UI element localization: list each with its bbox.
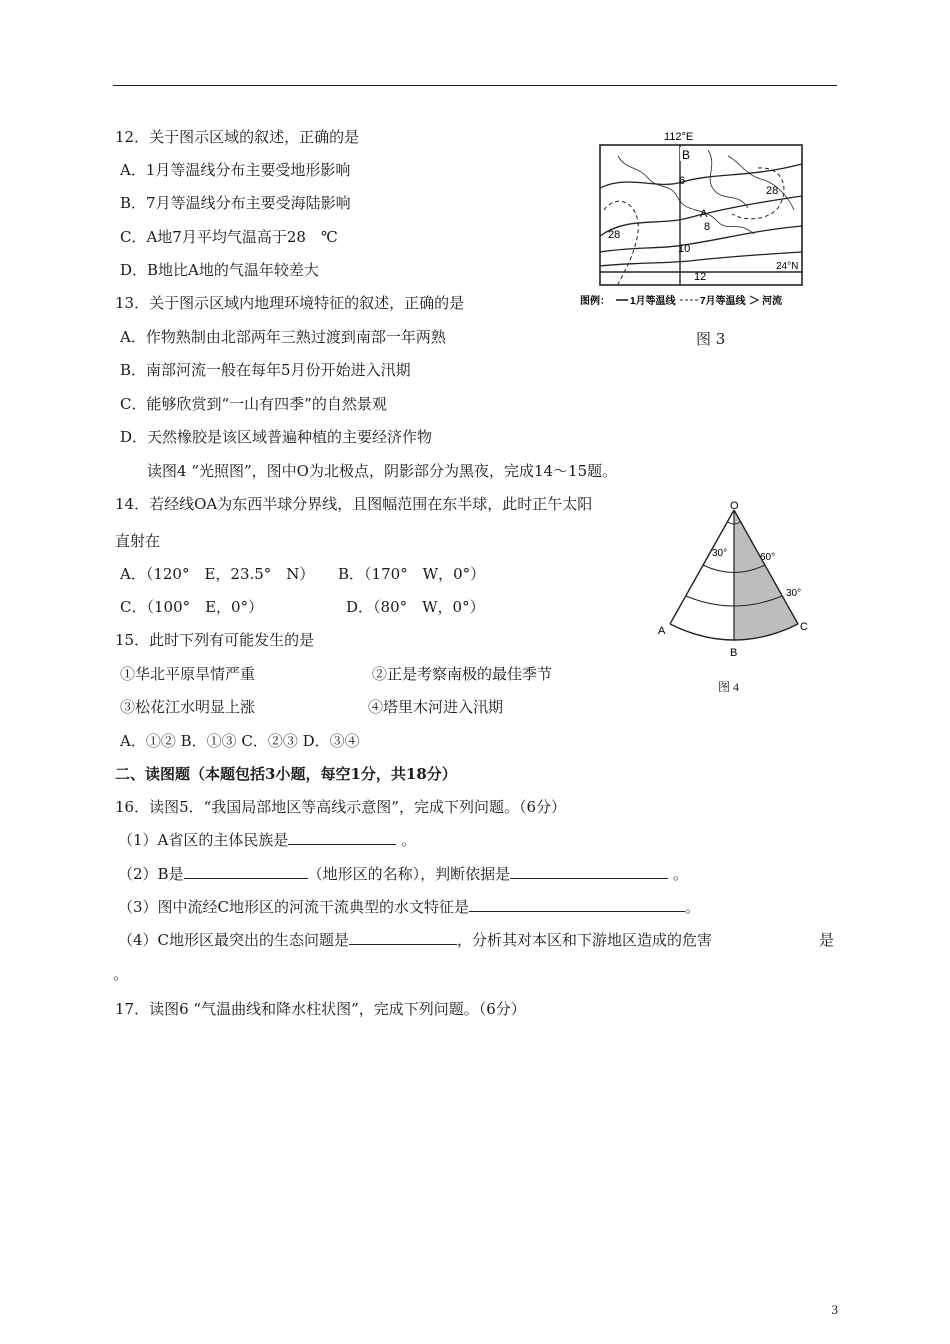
- answer-blank-3[interactable]: [510, 864, 668, 879]
- q13-stem: 13．关于图示区域内地理环境特征的叙述，正确的是: [115, 294, 465, 312]
- fig3-iso-10: 10: [678, 243, 691, 255]
- q14-stem-1: 14．若经线OA为东西半球分界线，且图幅范围在东半球，此时正午太阳: [115, 495, 593, 513]
- q16-part2-end: 。: [668, 865, 688, 883]
- fig3-jan-isotherm-10: [600, 226, 802, 252]
- fig3-iso-12: 12: [694, 271, 707, 283]
- fig4-label-o: O: [730, 500, 739, 512]
- fig3-iso-28-west: 28: [608, 229, 621, 241]
- fig3-legend-jul: 7月等温线: [700, 296, 746, 307]
- fig3-iso-8: 8: [704, 221, 711, 233]
- q12-option-c: C．A地7月平均气温高于28 ℃: [120, 228, 338, 246]
- q14-option-d: D．（80° W，0°）: [346, 598, 485, 616]
- answer-blank-2[interactable]: [184, 864, 308, 879]
- q12-option-d: D．B地比A地的气温年较差大: [120, 261, 319, 279]
- figure-3-isotherm-map: [578, 126, 818, 316]
- answer-blank-5[interactable]: [349, 930, 457, 945]
- q14-option-c: C．（100° E，0°）: [120, 598, 264, 616]
- fig4-label-a: A: [658, 625, 666, 637]
- q14-option-a: A．（120° E，23.5° N）: [120, 565, 315, 583]
- fig3-legend-river: 河流: [762, 296, 782, 307]
- q12-option-b: B．7月等温线分布主要受海陆影响: [120, 194, 351, 212]
- q13-option-c: C．能够欣赏到“一山有四季”的自然景观: [120, 395, 387, 413]
- fig4-lat-60: 60°: [760, 552, 776, 563]
- q16-part4-tail: 是: [819, 931, 835, 949]
- fig3-legend-jan: 1月等温线: [630, 296, 676, 307]
- q16-part2-text: （2）B是: [118, 865, 184, 883]
- fig3-point-b: B: [682, 148, 691, 162]
- fig4-lat-30: 30°: [786, 588, 802, 599]
- fig3-iso-6: 6: [679, 175, 686, 187]
- q16-part1: [118, 830, 416, 850]
- q14-option-b: B．（170° W，0°）: [338, 565, 486, 583]
- q16-part3-text: （3）图中流经C地形区的河流干流典型的水文特征是: [118, 898, 470, 916]
- q16-part2: [118, 864, 688, 884]
- fig3-caption: 图 3: [696, 330, 726, 348]
- q12-stem: 12．关于图示区域的叙述，正确的是: [115, 128, 360, 146]
- q16-part3-end: 。: [685, 898, 701, 916]
- q13-option-b: B．南部河流一般在每年5月份开始进入汛期: [120, 361, 411, 379]
- q15-stem: 15．此时下列有可能发生的是: [115, 631, 315, 649]
- fig3-longitude-label: 112°E: [664, 131, 694, 143]
- fig3-river-2: [708, 150, 748, 208]
- q16-part1-text: （1）A省区的主体民族是: [118, 831, 289, 849]
- q16-part4-mid: ，分析其对本区和下游地区造成的危害: [457, 931, 713, 949]
- fig3-legend-title: 图例：: [580, 296, 610, 307]
- page-number: 3: [831, 1302, 838, 1317]
- fig4-angle-30: 30°: [712, 548, 728, 559]
- fig4-caption: 图 4: [718, 680, 740, 694]
- fig3-iso-28-east: 28: [766, 185, 779, 197]
- q17-stem: 17．读图6 “气温曲线和降水柱状图”，完成下列问题。（6分）: [115, 1000, 526, 1018]
- intro-14-15: 读图4 “光照图”，图中O为北极点，阴影部分为黑夜，完成14～15题。: [147, 462, 618, 480]
- fig3-latitude-label: 24°N: [776, 261, 799, 272]
- q16-part4-end: 。: [113, 965, 129, 983]
- figure-4-illumination-map: [650, 500, 820, 672]
- q15-item-3: ③松花江水明显上涨: [120, 698, 256, 716]
- fig4-meridian-oa: [670, 510, 734, 624]
- q13-option-a: A．作物熟制由北部两年三熟过渡到南部一年两熟: [120, 328, 446, 346]
- q12-option-a: A．1月等温线分布主要受地形影响: [120, 161, 351, 179]
- fig4-label-b: B: [730, 647, 738, 659]
- fig3-point-a: A: [700, 208, 708, 220]
- q15-item-4: ④塔里木河进入汛期: [368, 698, 504, 716]
- answer-blank-4[interactable]: [469, 897, 685, 912]
- q13-option-d: D．天然橡胶是该区域普遍种植的主要经济作物: [120, 428, 433, 446]
- fig3-river-1: [618, 156, 754, 234]
- q16-part1-end: 。: [396, 831, 417, 849]
- q16-part4: [118, 930, 712, 950]
- q15-item-2: ②正是考察南极的最佳季节: [372, 665, 553, 683]
- q16-stem: 16．读图5．“我国局部地区等高线示意图”，完成下列问题。（6分）: [115, 798, 567, 816]
- fig4-label-c: C: [800, 621, 808, 633]
- q14-stem-2: 直射在: [115, 532, 161, 550]
- header-rule: [113, 85, 837, 86]
- fig3-legend-river-symbol: [750, 296, 758, 304]
- q16-part2-mid: （地形区的名称），判断依据是: [307, 865, 511, 883]
- answer-blank-1[interactable]: [288, 830, 396, 845]
- q16-part4-text: （4）C地形区最突出的生态问题是: [118, 931, 350, 949]
- q15-options: A．①② B．①③ C．②③ D．③④: [120, 732, 360, 750]
- q16-part3: [118, 897, 700, 917]
- section2-title: 二、读图题（本题包括3小题，每空1分，共18分）: [115, 765, 457, 783]
- fig4-night-region: [734, 510, 798, 640]
- q15-item-1: ①华北平原旱情严重: [120, 665, 256, 683]
